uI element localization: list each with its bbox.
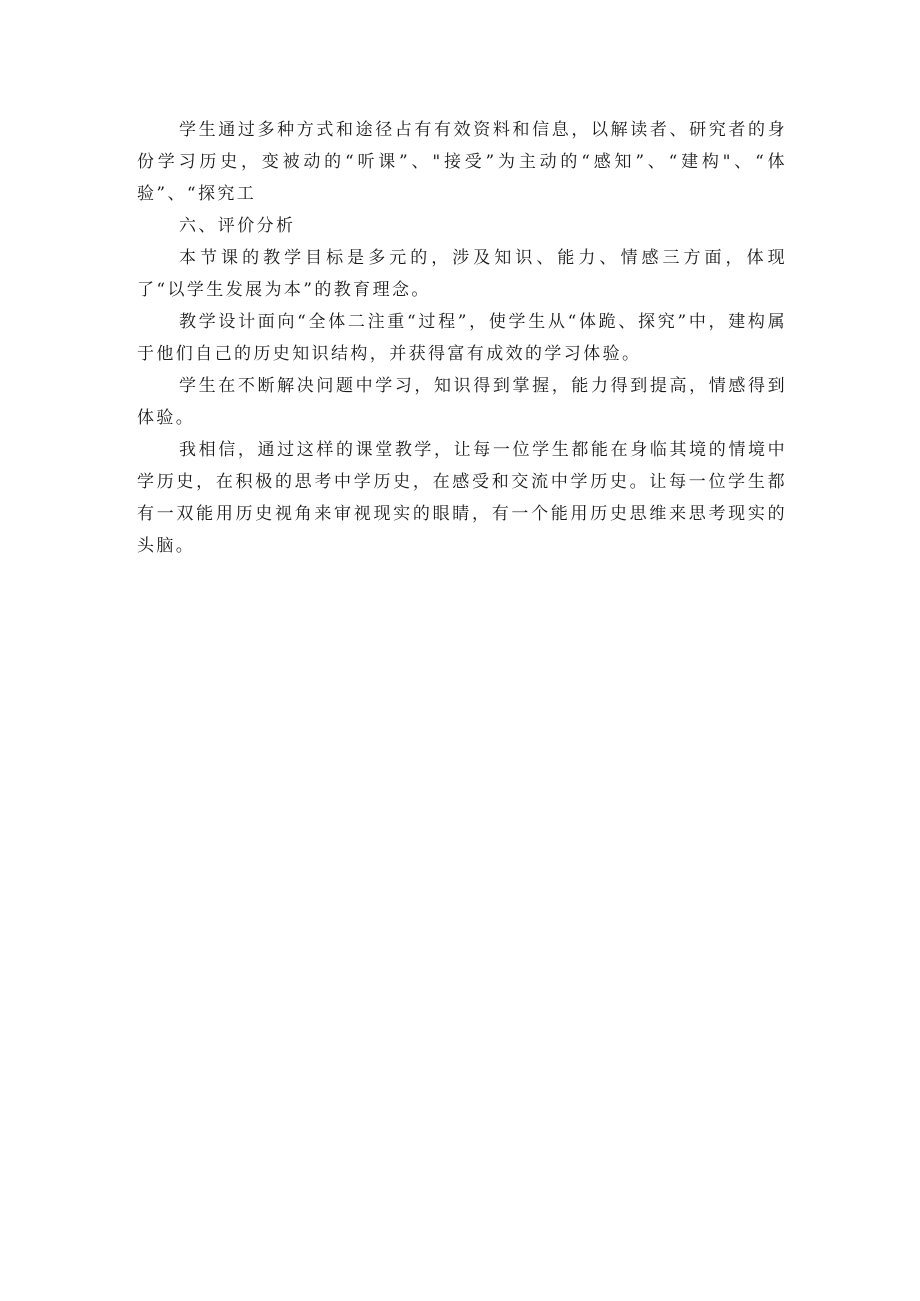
paragraph-teaching-design: 教学设计面向“全体二注重“过程”，使学生从“体跪、探究”中，建构属于他们自己的历史知识结构，并获得富有成效的学习体验。 [137,312,787,364]
document-body [137,114,787,562]
paragraph-teaching-goals: 本节课的教学目标是多元的，涉及知识、能力、情感三方面，体现了“以学生发展为本”的教育理念。 [137,248,787,300]
paragraph-conclusion: 我相信，通过这样的课堂教学，让每一位学生都能在身临其境的情境中学历史，在积极的思考中学历史，在感受和交流中学历史。让每一位学生都有一双能用历史视角来审视现实的眼睛，有一个能用历史思维来思考现实的头脑。 [137,440,787,556]
paragraph-problem-solving: 学生在不断解决问题中学习，知识得到掌握，能力得到提高，情感得到体验。 [137,376,787,428]
section-heading-evaluation: 六、评价分析 [179,216,296,236]
paragraph-study-methods: 学生通过多种方式和途径占有有效资料和信息，以解读者、研究者的身份学习历史，变被动的“听课”、"接受”为主动的“感知”、“建构"、“体验”、“探究工 [137,120,787,204]
